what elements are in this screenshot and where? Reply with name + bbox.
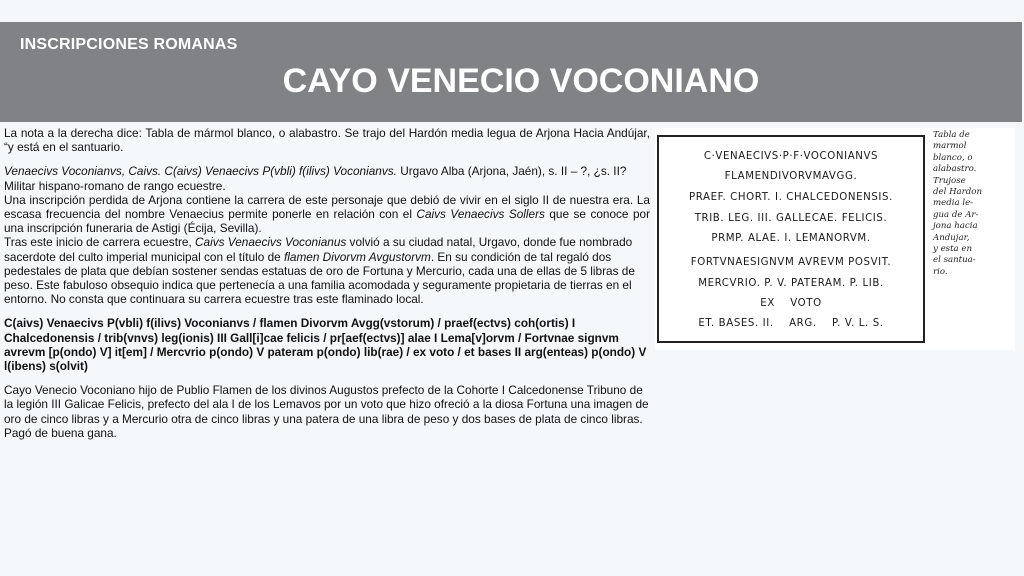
latin-transcription: C(aivs) Venaecivs P(vbli) f(ilivs) Voconianvs / flamen Divorvm Avgg(vstorum) / praef(ectvs) coh(ortis) I Chalcedonensis / trib(vnvs) leg(ionis) III Gall[i]cae felicis / pr[aef(ectvs)] alae I Lema[v]orvm / Fortvnae signvm avrevm [p(ondo) V] it[em] / Mercvrio p(ondo) V pateram p(ondo) lib(rae) / ex voto / et bases II arg(enteas) p(ondo) V l(ibens) s(olvit) — [4, 316, 647, 374]
section-kicker: INSCRIPCIONES ROMANAS — [20, 36, 238, 53]
person-name: Caivs Venaecivs Voconianus — [195, 235, 347, 250]
inscription-line: FLAMENDIVORVMAVGG. — [724, 171, 858, 182]
page-title: CAYO VENECIO VOCONIANO — [282, 62, 760, 100]
note-paragraph: La nota a la derecha dice: Tabla de mármol blanco, o alabastro. Se trajo del Hardón media legua de Arjona Hacia Andújar, “y está en el santuario. — [4, 126, 650, 155]
career-text: Una inscripción perdida de Arjona contiene la carrera de este personaje que debió de vivir en el siglo II de nuestra era. La escasa frecuencia del nombre Venaecius permite ponerle en relación con el — [4, 192, 650, 222]
note-line: alabastro. — [933, 164, 977, 175]
priest-title: flamen Divorvm Avgustorvm — [284, 249, 431, 264]
inscription-line: PRMP. ALAE. I. LEMANORVM. — [711, 233, 871, 244]
inscription-line: PRAEF. CHORT. I. CHALCEDONENSIS. — [689, 192, 893, 203]
note-line: rio. — [933, 266, 948, 277]
career-text: . En su condición de tal regaló dos pedestales de plata que debían sostener sendas estatuas de oro de Fortuna y Mercurio, cada una de ellas de 5 libras de peso. Este fabuloso obsequio indica que pertenecía a una familia acomodada y seguramente propietaria de tierras en el entorno. No consta que continuara su carrera ecuestre tras este flaminado local. — [4, 249, 635, 307]
note-line: Tabla de — [933, 130, 970, 140]
note-line: del Hardon — [933, 187, 983, 198]
identity-paragraph — [4, 164, 650, 192]
note-line: media le- — [933, 198, 974, 209]
career-text: volvió a su ciudad natal, Urgavo, donde fue nombrado sacerdote del culto imperial municipal con el título de — [4, 235, 633, 264]
identity-details: Urgavo Alba (Arjona, Jaén), s. II – ?, ¿s. II? Militar hispano-romano de rango ecuestre. — [4, 164, 627, 193]
note-line: marmol — [933, 141, 967, 152]
inscription-line: FORTVNAESIGNVM AVREVM POSVIT. — [690, 257, 892, 268]
inscription-line: C·VENAECIVS·P·F·VOCONIANVS — [703, 151, 879, 162]
career-paragraph-1 — [4, 193, 650, 236]
note-line: y esta en — [933, 244, 973, 255]
inscription-slab — [657, 135, 925, 343]
note-line: gua de Ar- — [933, 209, 979, 220]
inscription-drawing — [655, 128, 1015, 350]
article-body — [4, 126, 650, 440]
inscription-line: MERCVRIO. P. V. PATERAM. P. LIB. — [698, 278, 884, 289]
note-line: blanco, o — [933, 152, 973, 163]
career-paragraph-2 — [4, 235, 650, 306]
translation-paragraph: Cayo Venecio Voconiano hijo de Publio Flamen de los divinos Augustos prefecto de la Cohorte I Calcedonense Tribuno de la legión III Galicae Felicis, prefecto del ala I de los Lemavos por un voto que hizo ofreció a la diosa Fortuna una imagen de oro de cinco libras y a Mercurio otra de cinco libras y una patera de una libra de peso y dos bases de plata de cinco libras. Pagó de buena gana. — [4, 383, 649, 440]
note-line: Andujar, — [933, 232, 970, 243]
inscription-line: ET. BASES. II. ARG. P. V. L. S. — [698, 318, 884, 329]
handwritten-note — [933, 130, 1013, 278]
career-text: que se conoce por una inscripción funeraria de Astigi (Écija, Sevilla). — [4, 207, 650, 236]
note-line: jona hacia — [933, 221, 978, 232]
header-bar — [0, 22, 1022, 122]
related-name: Caivs Venaecivs Sollers — [416, 207, 545, 222]
career-text: Tras este inicio de carrera ecuestre, — [4, 235, 196, 250]
latin-name: Venaecivs Voconianvs, Caivs. C(aivs) Venaecivs P(vbli) f(ilivs) Voconianvs. — [4, 164, 397, 179]
note-line: el santua- — [933, 255, 976, 266]
inscription-line: TRIB. LEG. III. GALLECAE. FELICIS. — [694, 213, 888, 224]
inscription-line: EX VOTO — [760, 298, 822, 309]
note-line: Trujose — [933, 175, 966, 186]
